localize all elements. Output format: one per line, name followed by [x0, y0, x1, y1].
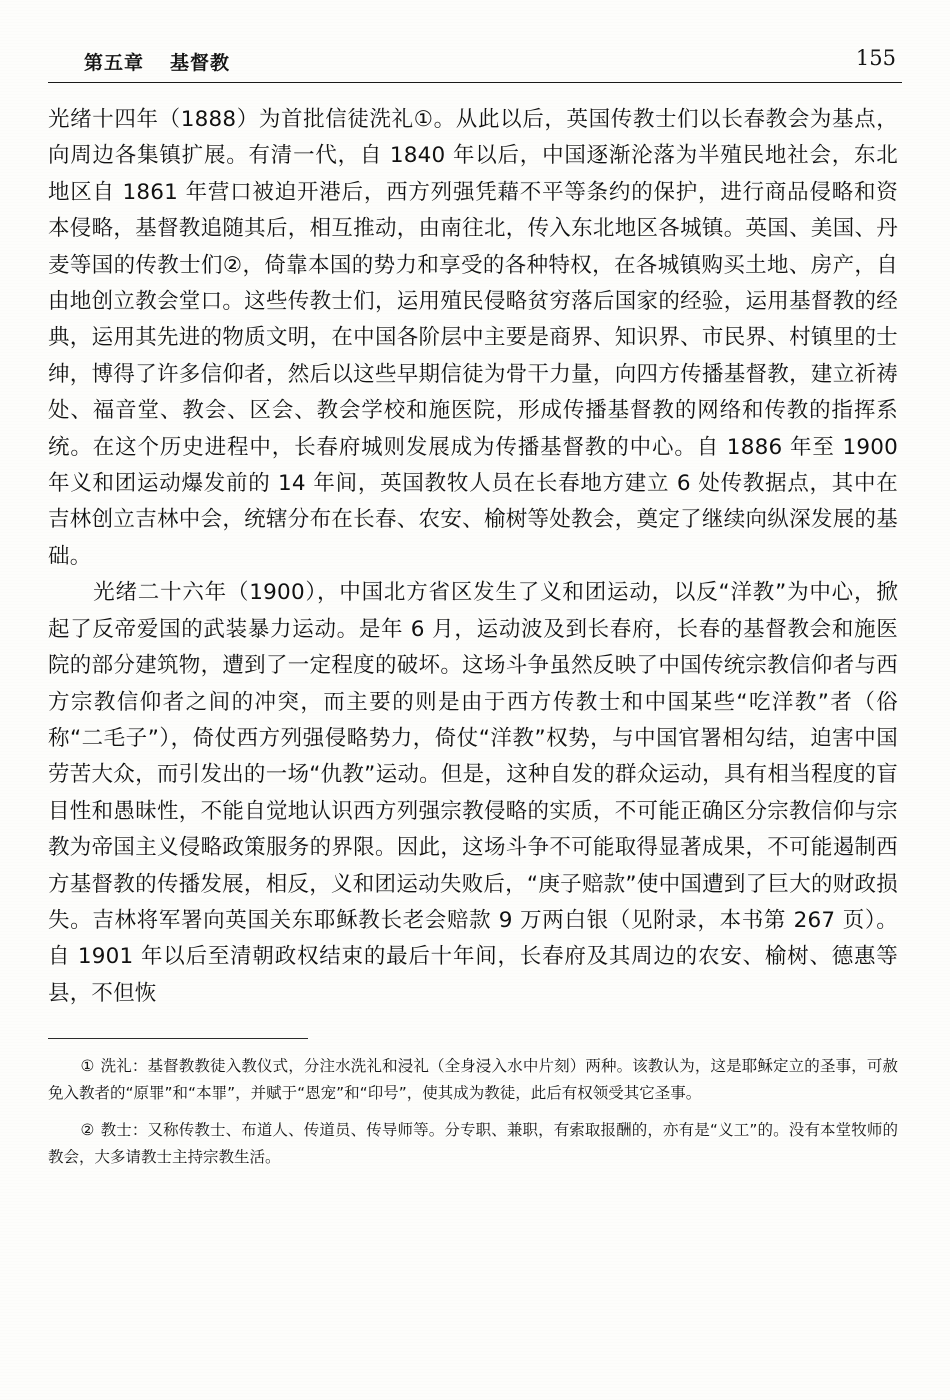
- footnote-item: [48, 1053, 898, 1107]
- footnote-marker: ①: [80, 1057, 95, 1076]
- chapter-title: 基督教: [170, 52, 231, 74]
- page-header: [48, 40, 902, 84]
- page-content-area: [48, 40, 902, 1360]
- header-divider: [48, 82, 902, 83]
- paragraph-1: 光绪十四年（1888）为首批信徒洗礼①。从此以后，英国传教士们以长春教会为基点，向周边各集镇扩展。有清一代，自 1840 年以后，中国逐渐沦落为半殖民地社会，东北地区自 1861 年营口被迫开港后，西方列强凭藉不平等条约的保护，进行商品侵略和资本侵略，基督教追随其后，相互推动，由南往北，传入东北地区各城镇。英国、美国、丹麦等国的传教士们②，倚靠本国的势力和享受的各种特权，在各城镇购买土地、房产，自由地创立教会堂口。这些传教士们，运用殖民侵略贫穷落后国家的经验，运用基督教的经典，运用其先进的物质文明，在中国各阶层中主要是商界、知识界、市民界、村镇里的士绅，博得了许多信仰者，然后以这些早期信徒为骨干力量，向四方传播基督教，建立祈祷处、福音堂、教会、区会、教会学校和施医院，形成传播基督教的网络和传教的指挥系统。在这个历史进程中，长春府城则发展成为传播基督教的中心。自 1886 年至 1900 年义和团运动爆发前的 14 年间，英国教牧人员在长春地方建立 6 处传教据点，其中在吉林创立吉林中会，统辖分布在长春、农安、榆树等处教会，奠定了继续向纵深发展的基础。: [48, 107, 898, 569]
- footnote-divider: [48, 1038, 308, 1039]
- footnote-item: [48, 1117, 898, 1171]
- footnote-text: 洗礼：基督教教徒入教仪式，分注水洗礼和浸礼（全身浸入水中片刻）两种。该教认为，这是耶稣定立的圣事，可赦免入教者的“原罪”和“本罪”，并赋于“恩宠”和“印号”，使其成为教徒，此后有权领受其它圣事。: [48, 1057, 898, 1103]
- chapter-heading: [84, 48, 230, 75]
- page-number: 155: [855, 46, 896, 70]
- paragraph-2: 光绪二十六年（1900），中国北方省区发生了义和团运动，以反“洋教”为中心，掀起了反帝爱国的武装暴力运动。是年 6 月，运动波及到长春府，长春的基督教会和施医院的部分建筑物，遭到了一定程度的破坏。这场斗争虽然反映了中国传统宗教信仰者与西方宗教信仰者之间的冲突，而主要的则是由于西方传教士和中国某些“吃洋教”者（俗称“二毛子”），倚仗西方列强侵略势力，倚仗“洋教”权势，与中国官署相勾结，迫害中国劳苦大众，而引发出的一场“仇教”运动。但是，这种自发的群众运动，具有相当程度的盲目性和愚昧性，不能自觉地认识西方列强宗教侵略的实质，不可能正确区分宗教信仰与宗教为帝国主义侵略政策服务的界限。因此，这场斗争不可能取得显著成果，不可能遏制西方基督教的传播发展，相反，义和团运动失败后，“庚子赔款”使中国遭到了巨大的财政损失。吉林将军署向英国关东耶稣教长老会赔款 9 万两白银（见附录，本书第 267 页）。自 1901 年以后至清朝政权结束的最后十年间，长春府及其周边的农安、榆树、德惠等县，不但恢: [48, 580, 898, 1006]
- body-text: [48, 102, 898, 1012]
- footnote-text: 教士：又称传教士、布道人、传道员、传导师等。分专职、兼职，有索取报酬的，亦有是“义工”的。没有本堂牧师的教会，大多请教士主持宗教生活。: [48, 1121, 898, 1167]
- footnote-list: [48, 1053, 898, 1171]
- chapter-number: 第五章: [84, 52, 145, 74]
- footnote-marker: ②: [80, 1121, 95, 1140]
